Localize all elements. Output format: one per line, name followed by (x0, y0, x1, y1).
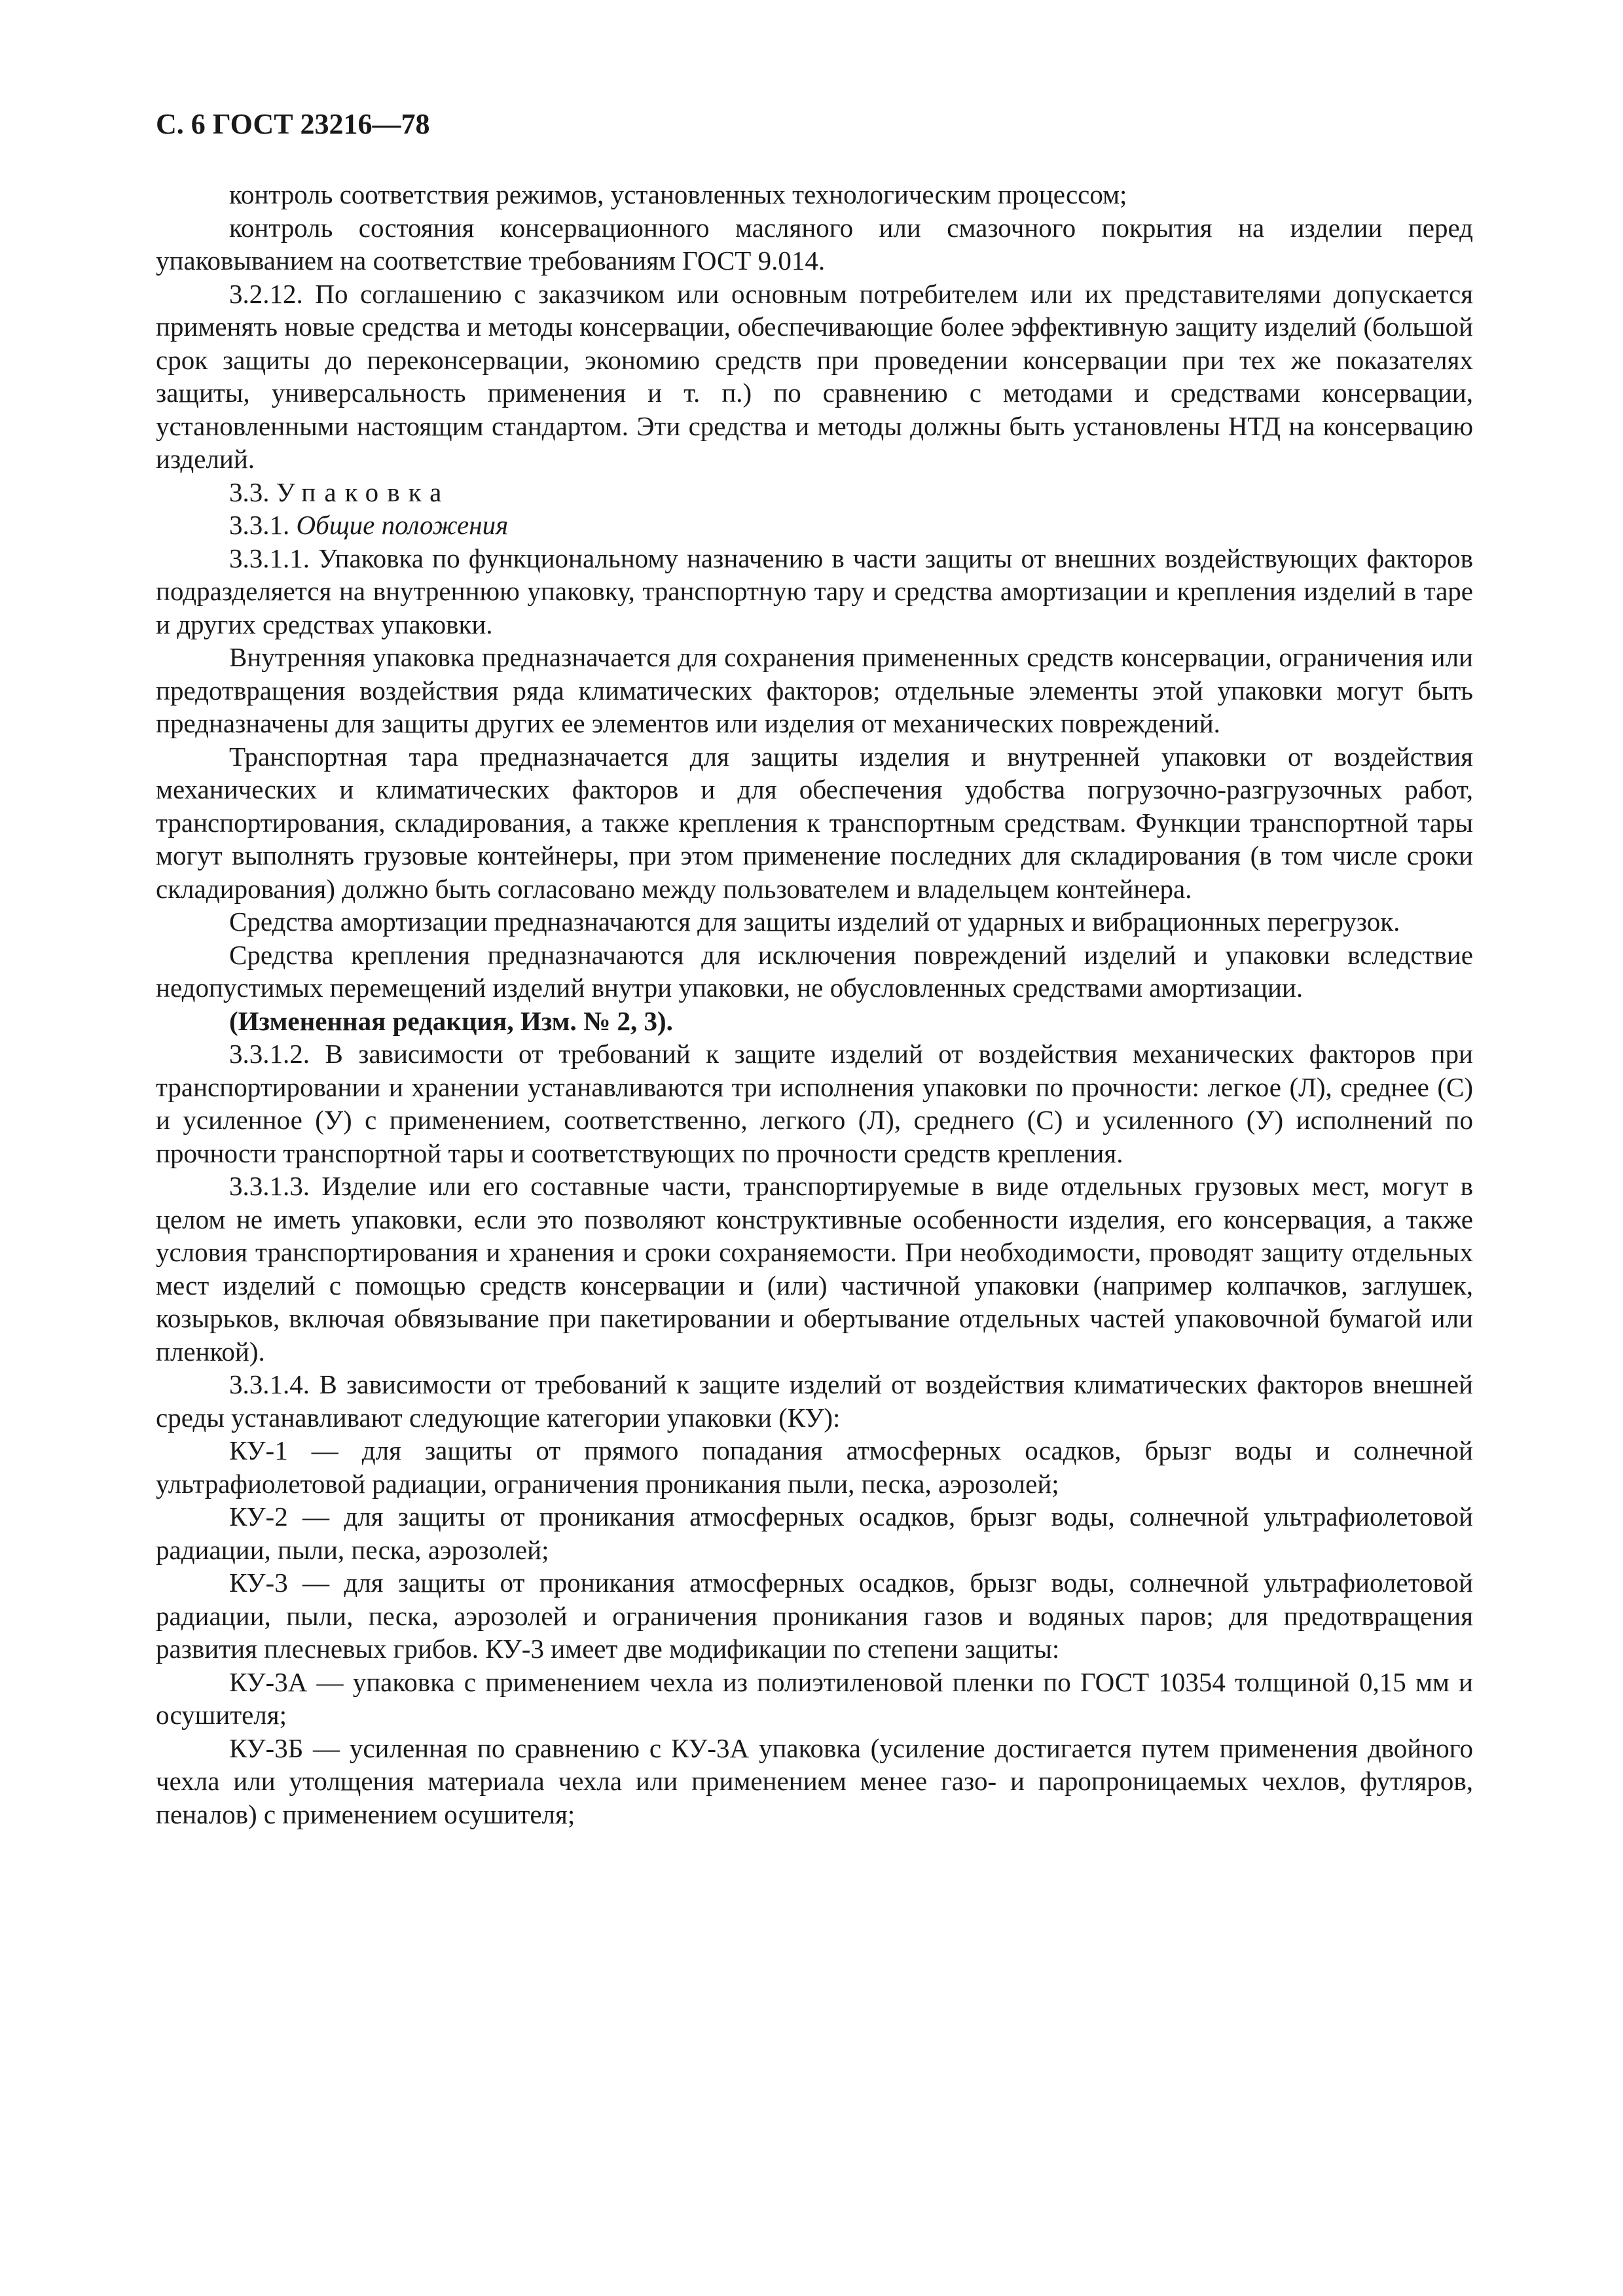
list-item-ku-3b: КУ-3Б — усиленная по сравнению с КУ-3А упаковка (усиление достигается путем применения двойного чехла или утолщения материала чехла или применением менее газо- и паропроницаемых чехлов, футляров, пеналов) с применением осушителя; (156, 1732, 1473, 1829)
list-item-ku-1: КУ-1 — для защиты от прямого попадания атмосферных осадков, брызг воды и солнечной ультрафиолетовой радиации, ограничения проникания пыли, песка, аэрозолей; (156, 1435, 1473, 1499)
paragraph: Средства крепления предназначаются для исключения повреждений изделий и упаковки вследствие недопустимых перемещений изделий внутри упаковки, не обусловленных средствами амортизации. (156, 939, 1473, 1003)
paragraph-3-3-1-4: 3.3.1.4. В зависимости от требований к защите изделий от воздействия климатических факторов внешней среды устанавливают следующие категории упаковки (КУ): (156, 1369, 1473, 1433)
amendment-note: (Измененная редакция, Изм. № 2, 3). (229, 1005, 673, 1036)
document-body (156, 178, 1473, 1831)
subsection-number: 3.3.1. (229, 510, 290, 540)
paragraph-3-3-1-2: 3.3.1.2. В зависимости от требований к защите изделий от воздействия механических факторов при транспортировании и хранении устанавливаются три исполнения упаковки по прочности: легкое (Л), среднее (С) и усиленное (У) с применением, соответственно, легкого (Л), среднего (С) и усиленного (У) исполнений по прочности транспортной тары и соответствующих по прочности средств крепления. (156, 1039, 1473, 1168)
list-item-ku-3a: КУ-3А — упаковка с применением чехла из полиэтиленовой пленки по ГОСТ 10354 толщиной 0,15 мм и осушителя; (156, 1666, 1473, 1730)
paragraph-3-3-1-3: 3.3.1.3. Изделие или его составные части, транспортируемые в виде отдельных грузовых мест, могут в целом не иметь упаковки, если это позволяют конструктивные особенности изделия, его консервация, а также условия транспортирования и хранения и сроки сохраняемости. При необходимости, проводят защиту отдельных мест изделий с помощью средств консервации и (или) частичной упаковки (например колпачков, заглушек, козырьков, включая обвязывание при пакетировании и обертывание отдельных частей упаковочной бумагой или пленкой). (156, 1171, 1473, 1367)
subsection-title: Общие положения (296, 510, 509, 540)
list-item-ku-3: КУ-3 — для защиты от проникания атмосферных осадков, брызг воды, солнечной ультрафиолетовой радиации, пыли, песка, аэрозолей и ограничения проникания газов и водяных паров; для предотвращения развития плесневых грибов. КУ-3 имеет две модификации по степени защиты: (156, 1568, 1473, 1664)
paragraph: Внутренняя упаковка предназначается для сохранения примененных средств консервации, ограничения или предотвращения воздействия ряда климатических факторов; отдельные элементы этой упаковки могут быть предназначены для защиты других ее элементов или изделия от механических повреждений. (156, 642, 1473, 738)
document-page (156, 105, 1473, 1831)
paragraph: контроль состояния консервационного масляного или смазочного покрытия на изделии перед упаковыванием на соответствие требованиям ГОСТ 9.014. (156, 212, 1473, 276)
list-item-ku-2: КУ-2 — для защиты от проникания атмосферных осадков, брызг воды, солнечной ультрафиолетовой радиации, пыли, песка, аэрозолей; (156, 1501, 1473, 1565)
paragraph-3-3-1-1: 3.3.1.1. Упаковка по функциональному назначению в части защиты от внешних воздействующих факторов подразделяется на внутреннюю упаковку, транспортную тару и средства амортизации и крепления изделий в таре и других средствах упаковки. (156, 543, 1473, 639)
section-number: 3.3. (229, 476, 270, 507)
subsection-heading-3-3-1 (156, 509, 1473, 542)
paragraph: Транспортная тара предназначается для защиты изделия и внутренней упаковки от воздействия механических и климатических факторов и для обеспечения удобства погрузочно-разгрузочных работ, транспортирования, складирования, а также крепления к транспортным средствам. Функции транспортной тары могут выполнять грузовые контейнеры, при этом применение последних для складирования (в том числе сроки складирования) должно быть согласовано между пользователем и владельцем контейнера. (156, 741, 1473, 904)
paragraph-3-2-12: 3.2.12. По соглашению с заказчиком или основным потребителем или их представителями допускается применять новые средства и методы консервации, обеспечивающие более эффективную защиту изделий (большой срок защиты до переконсервации, экономию средств при проведении консервации при тех же показателях защиты, универсальность применения и т. п.) по сравнению с методами и средствами консервации, установленными настоящим стандартом. Эти средства и методы должны быть установлены НТД на консервацию изделий. (156, 278, 1473, 474)
paragraph: контроль соответствия режимов, установленных технологическим процессом; (229, 179, 1127, 209)
page-header: С. 6 ГОСТ 23216—78 (156, 108, 430, 140)
paragraph: Средства амортизации предназначаются для защиты изделий от ударных и вибрационных перегрузок. (229, 906, 1400, 937)
section-title: Упаковка (276, 476, 450, 507)
section-heading-3-3 (156, 476, 1473, 509)
